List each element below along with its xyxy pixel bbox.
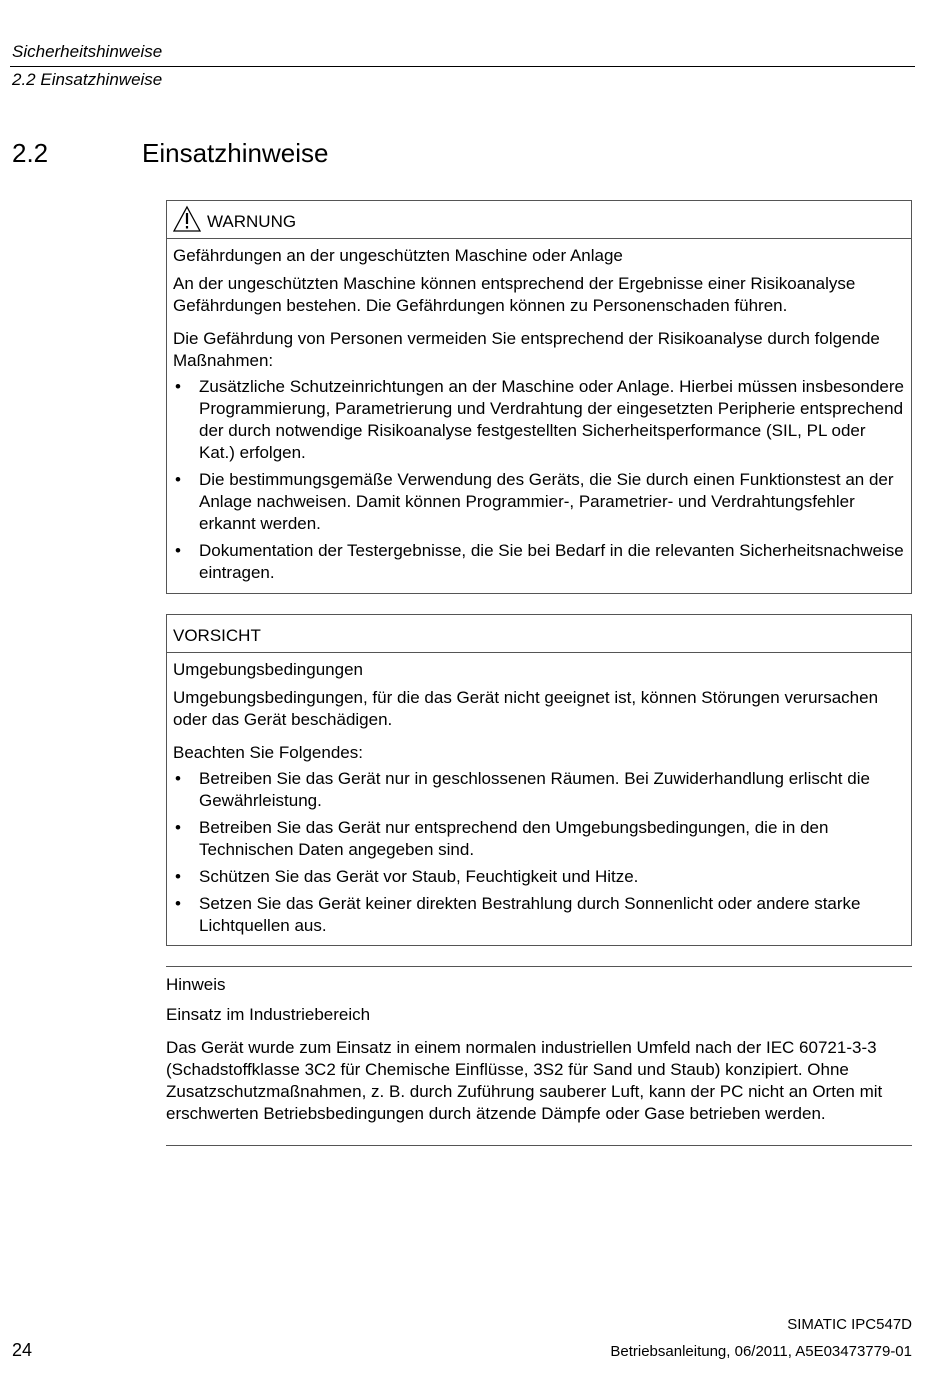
section-title: Einsatzhinweise xyxy=(142,138,329,168)
list-item xyxy=(173,768,905,812)
caution-paragraph-1: Umgebungsbedingungen, für die das Gerät nicht geeignet ist, können Störungen verursachen oder das Gerät beschädigen. xyxy=(173,688,879,729)
section-number: 2.2 xyxy=(12,138,49,168)
note-subtitle: Einsatz im Industriebereich xyxy=(166,1005,371,1024)
list-item-text: Betreiben Sie das Gerät nur in geschlossenen Räumen. Bei Zuwiderhandlung erlischt die Gewährleistung. xyxy=(199,769,870,810)
warning-bullet-list xyxy=(173,376,905,584)
list-item xyxy=(173,540,905,584)
list-item-text: Zusätzliche Schutzeinrichtungen an der Maschine oder Anlage. Hierbei müssen insbesondere Programmierung, Parametrierung und Verdrahtung der eingesetzten Peripherie entsprechend der durch notwendige Risikoanalyse festgestellten Sicherheitsperformance (SIL, PL oder Kat.) erfolgen. xyxy=(199,377,904,462)
warning-triangle-icon xyxy=(172,205,202,233)
warning-label: WARNUNG xyxy=(207,212,297,231)
list-item-text: Dokumentation der Testergebnisse, die Sie bei Bedarf in die relevanten Sicherheitsnachweise eintragen. xyxy=(199,541,904,582)
bullet-icon: • xyxy=(175,377,181,396)
footer-product: SIMATIC IPC547D xyxy=(787,1316,912,1333)
caution-box-header xyxy=(167,615,911,653)
list-item-text: Schützen Sie das Gerät vor Staub, Feuchtigkeit und Hitze. xyxy=(199,867,639,886)
caution-label: VORSICHT xyxy=(173,626,261,645)
warning-subtitle: Gefährdungen an der ungeschützten Maschine oder Anlage xyxy=(173,246,623,265)
page-number: 24 xyxy=(12,1340,33,1360)
caution-paragraph-2: Beachten Sie Folgendes: xyxy=(173,743,363,762)
warning-body xyxy=(167,239,911,595)
running-header-chapter: Sicherheitshinweise xyxy=(12,42,163,61)
list-item-text: Die bestimmungsgemäße Verwendung des Geräts, die Sie durch einen Funktionstest an der Anlage nachweisen. Damit können Programmier-, Parametrier- und Verdrahtungsfehler erkannt werden. xyxy=(199,470,894,533)
caution-subtitle: Umgebungsbedingungen xyxy=(173,660,363,679)
warning-box-header xyxy=(167,201,911,239)
footer-document-info: Betriebsanleitung, 06/2011, A5E03473779-01 xyxy=(610,1343,912,1360)
list-item xyxy=(173,893,905,937)
list-item xyxy=(173,817,905,861)
bullet-icon: • xyxy=(175,818,181,837)
bullet-icon: • xyxy=(175,867,181,886)
running-header-section: 2.2 Einsatzhinweise xyxy=(12,70,163,89)
caution-body xyxy=(167,653,911,948)
list-item-text: Setzen Sie das Gerät keiner direkten Bestrahlung durch Sonnenlicht oder andere starke Lichtquellen aus. xyxy=(199,894,861,935)
note-block xyxy=(166,974,912,1125)
list-item xyxy=(173,376,905,464)
warning-box xyxy=(166,200,912,594)
note-text: Das Gerät wurde zum Einsatz in einem normalen industriellen Umfeld nach der IEC 60721-3-3 (Schadstoffklasse 3C2 für Chemische Einflüsse, 3S2 für Sand und Staub) konzipiert. Ohne Zusatzschutzmaßnahmen, z. B. durch Zuführung sauberer Luft, kann der PC nicht an Orten mit erschwerten Betriebsbedingungen durch ätzende Dämpfe oder Gase betrieben werden. xyxy=(166,1038,883,1123)
warning-paragraph-1: An der ungeschützten Maschine können entsprechend der Ergebnisse einer Risikoanalyse Gefährdungen bestehen. Die Gefährdungen können zu Personenschaden führen. xyxy=(173,274,856,315)
note-top-rule xyxy=(166,966,912,967)
bullet-icon: • xyxy=(175,470,181,489)
caution-box xyxy=(166,614,912,946)
bullet-icon: • xyxy=(175,769,181,788)
list-item xyxy=(173,469,905,535)
caution-bullet-list xyxy=(173,768,905,937)
list-item-text: Betreiben Sie das Gerät nur entsprechend den Umgebungsbedingungen, die in den Technischen Daten angegeben sind. xyxy=(199,818,829,859)
note-label: Hinweis xyxy=(166,975,226,994)
warning-paragraph-2: Die Gefährdung von Personen vermeiden Sie entsprechend der Risikoanalyse durch folgende Maßnahmen: xyxy=(173,329,880,370)
list-item xyxy=(173,866,905,888)
bullet-icon: • xyxy=(175,541,181,560)
bullet-icon: • xyxy=(175,894,181,913)
note-bottom-rule xyxy=(166,1145,912,1146)
header-rule xyxy=(10,66,915,67)
